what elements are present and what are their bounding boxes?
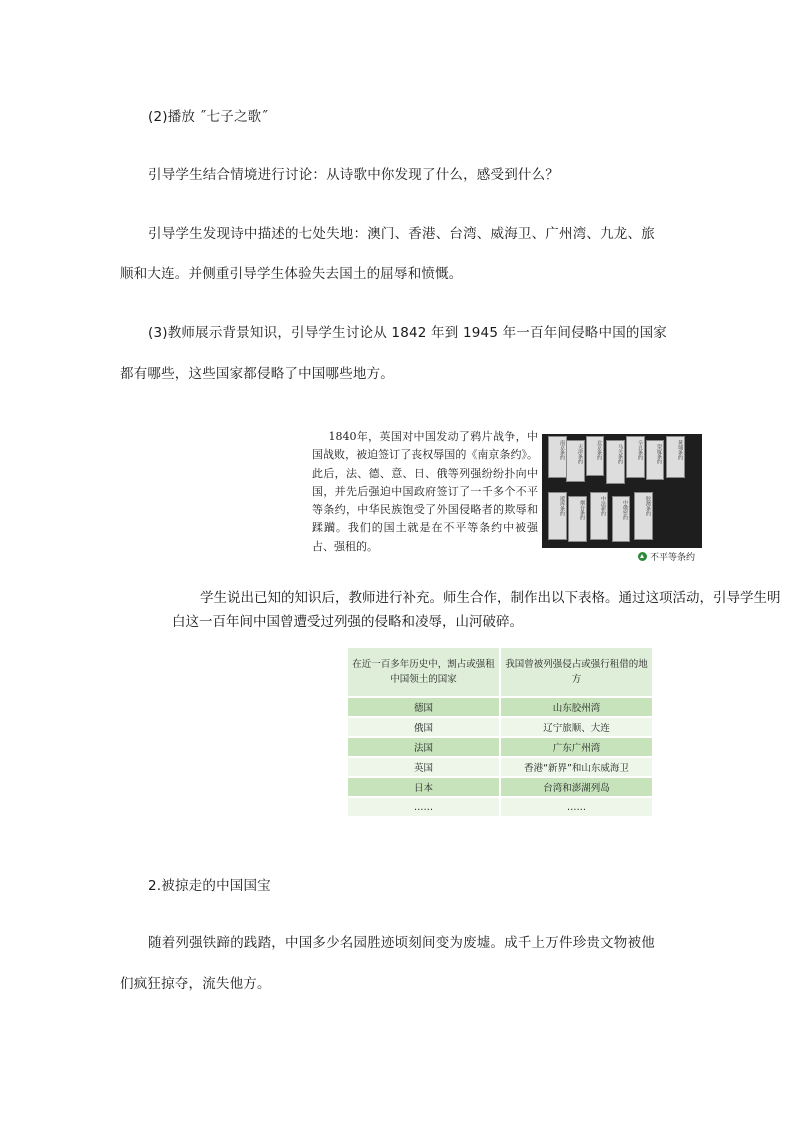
paragraph-seven-lands-line2: 顺和大连。并侧重引导学生体验失去国土的屈辱和愤慨。 — [120, 266, 463, 282]
paragraph-background-line1: (3)教师展示背景知识，引导学生讨论从 1842 年到 1945 年一百年间侵略中国的国家 — [148, 325, 667, 341]
paragraph-treasures-line1: 随着列强铁蹄的践踏，中国多少名园胜迹顷刻间变为废墟。成千上万件珍贵文物被他 — [148, 935, 655, 951]
arrow-up-icon — [638, 552, 647, 561]
treaty-book-label: 南京条约 — [559, 440, 565, 460]
treaty-book — [566, 440, 585, 482]
table-row — [347, 717, 653, 737]
treaty-book — [548, 492, 567, 540]
table-cell-place: 广东广州湾 — [500, 737, 653, 757]
table-cell-place: …… — [500, 797, 653, 817]
table-cell-place: 台湾和澎湖列岛 — [500, 777, 653, 797]
section-heading-2: (2)播放 ˝七子之歌˝ — [148, 109, 269, 125]
invasion-table — [346, 646, 654, 818]
table-cell-place: 香港“新界”和山东威海卫 — [500, 757, 653, 777]
treaty-book — [666, 436, 685, 478]
table-cell-place: 山东胶州湾 — [500, 697, 653, 717]
treaty-book-label: 黄埔条约 — [677, 440, 683, 460]
table-row — [347, 757, 653, 777]
treaty-book — [626, 436, 645, 478]
treaty-book-label: 烟台条约 — [579, 500, 585, 520]
treaties-photo — [542, 434, 702, 548]
treaty-book-label: 中俄密约 — [622, 500, 628, 520]
paragraph-table-intro-line1: 学生说出已知的知识后，教师进行补充。师生合作，制作出以下表格。通过这项活动，引导学生明 — [200, 590, 781, 606]
treaty-book-label: 望厦条约 — [656, 444, 662, 464]
table-row — [347, 737, 653, 757]
treaty-book — [586, 436, 604, 476]
treaty-book — [568, 496, 587, 542]
excerpt-text: 1840年，英国对中国发动了鸦片战争，中国战败，被迫签订了丧权辱国的《南京条约》。此后，法、德、意、日、俄等列强纷纷扑向中国，并先后强迫中国政府签订了一千多个不平等条约，中华民族饱受了外国侵略者的欺辱和蹂躏。我们的国土就是在不平等条约中被强占、强租的。 — [312, 430, 538, 553]
paragraph-table-intro-line2: 白这一百年间中国曾遭受过列强的侵略和凌辱，山河破碎。 — [172, 614, 523, 630]
treaty-book — [548, 436, 567, 478]
treaty-book-label: 瑷珲条约 — [559, 496, 565, 516]
paragraph-treasures-line2: 们疯狂掠夺，流失他方。 — [120, 976, 271, 992]
treaty-book-label: 中法新约 — [600, 496, 606, 516]
table-cell-country: 俄国 — [347, 717, 500, 737]
treaty-book-label: 北京条约 — [596, 440, 602, 460]
table-header-cell: 我国曾被列强侵占或强行租借的地方 — [500, 647, 653, 697]
treaty-book — [590, 492, 608, 540]
table-row — [347, 797, 653, 817]
photo-caption-text: 不平等条约 — [650, 553, 696, 563]
treaty-book-label: 胶澳条约 — [645, 496, 651, 516]
table-cell-country: 德国 — [347, 697, 500, 717]
photo-caption — [638, 550, 695, 563]
table-cell-country: 日本 — [347, 777, 500, 797]
paragraph-discussion: 引导学生结合情境进行讨论：从诗歌中你发现了什么，感受到什么？ — [148, 167, 559, 183]
table-cell-country: 法国 — [347, 737, 500, 757]
textbook-excerpt — [312, 428, 538, 556]
paragraph-seven-lands-line1: 引导学生发现诗中描述的七处失地：澳门、香港、台湾、威海卫、广州湾、九龙、旅 — [148, 226, 655, 242]
treaty-book-label: 天津条约 — [577, 444, 583, 464]
section-heading-treasures: 2.被掠走的中国国宝 — [148, 878, 271, 894]
table-header-cell: 在近一百多年历史中，割占或强租中国领土的国家 — [347, 647, 500, 697]
table-row — [347, 697, 653, 717]
treaty-book — [606, 440, 625, 484]
table-cell-country: …… — [347, 797, 500, 817]
paragraph-background-line2: 都有哪些，这些国家都侵略了中国哪些地方。 — [120, 366, 394, 382]
treaty-book — [612, 496, 630, 542]
table-cell-country: 英国 — [347, 757, 500, 777]
table-header-row — [347, 647, 653, 697]
treaty-book — [646, 440, 664, 480]
table-cell-place: 辽宁旅顺、大连 — [500, 717, 653, 737]
treaty-book-label: 辛丑条约 — [637, 440, 643, 460]
treaty-book-label: 马关条约 — [617, 444, 623, 464]
treaty-book — [634, 492, 653, 540]
table-row — [347, 777, 653, 797]
